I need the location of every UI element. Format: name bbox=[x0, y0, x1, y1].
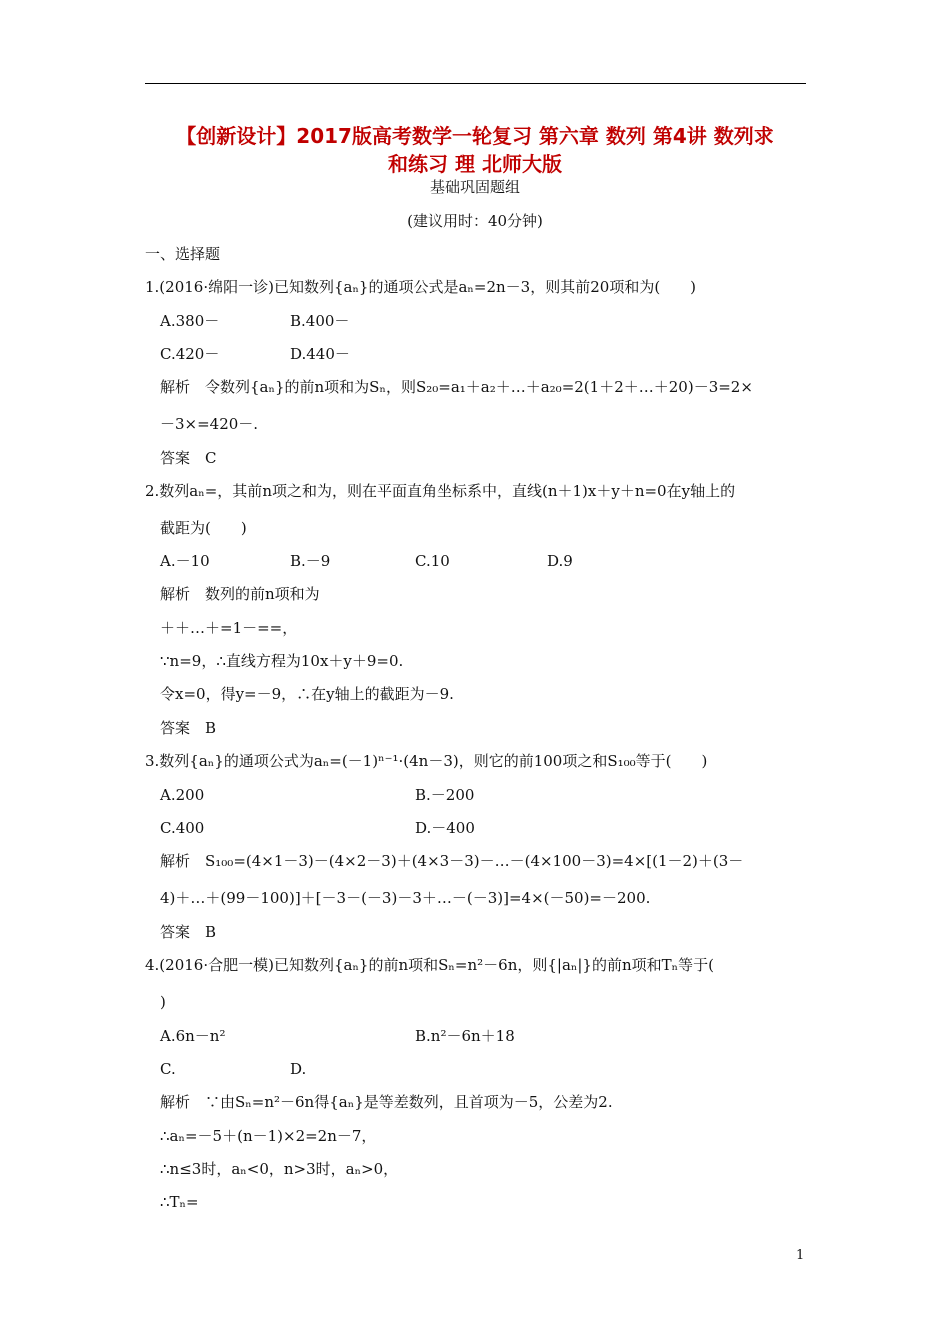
q1-stem: 1.(2016·绵阳一诊)已知数列{aₙ}的通项公式是aₙ=2n－3，则其前20项和为( ) bbox=[145, 278, 697, 296]
q1-answer: 答案 C bbox=[160, 449, 217, 467]
q1-solution-1: 解析 令数列{aₙ}的前n项和为Sₙ，则S₂₀=a₁＋a₂＋…＋a₂₀=2(1＋2＋…＋20)－3=2× bbox=[160, 378, 753, 396]
q1-option-a: A.380－ bbox=[160, 312, 220, 330]
q2-solution-4: 令x=0，得y=－9，∴在y轴上的截距为－9. bbox=[160, 685, 454, 703]
q3-option-d: D.－400 bbox=[415, 819, 475, 837]
q4-stem-2: ) bbox=[160, 993, 166, 1011]
q4-option-a: A.6n－n² bbox=[160, 1027, 226, 1045]
q3-solution-1: 解析 S₁₀₀=(4×1－3)－(4×2－3)＋(4×3－3)－…－(4×100－3)=4×[(1－2)＋(3－ bbox=[160, 852, 744, 870]
q3-option-b: B.－200 bbox=[415, 786, 475, 804]
q1-solution-2: －3×=420－. bbox=[160, 415, 259, 433]
q2-solution-2: ＋＋…＋=1－==， bbox=[160, 619, 298, 637]
q3-option-c: C.400 bbox=[160, 819, 205, 837]
q2-option-b: B.－9 bbox=[290, 552, 331, 570]
q4-solution-2: ∴aₙ=－5＋(n－1)×2=2n－7， bbox=[160, 1127, 377, 1145]
q4-solution-4: ∴Tₙ= bbox=[160, 1193, 199, 1211]
q2-stem-2: 截距为( ) bbox=[160, 519, 247, 537]
q4-solution-3: ∴n≤3时，aₙ<0，n>3时，aₙ>0， bbox=[160, 1160, 399, 1178]
section-heading: 一、选择题 bbox=[145, 245, 221, 263]
q2-answer: 答案 B bbox=[160, 719, 217, 737]
title-line-2: 和练习 理 北师大版 bbox=[388, 152, 562, 176]
title-line-1: 【创新设计】2017版高考数学一轮复习 第六章 数列 第4讲 数列求 bbox=[176, 124, 774, 148]
q4-option-d: D. bbox=[290, 1060, 307, 1078]
page-number: 1 bbox=[796, 1248, 805, 1263]
q2-solution-3: ∵n=9，∴直线方程为10x＋y＋9=0. bbox=[160, 652, 404, 670]
q2-option-d: D.9 bbox=[547, 552, 573, 570]
time-note: (建议用时：40分钟) bbox=[407, 212, 543, 230]
q3-answer: 答案 B bbox=[160, 923, 217, 941]
q2-option-a: A.－10 bbox=[160, 552, 210, 570]
q3-stem: 3.数列{aₙ}的通项公式为aₙ=(－1)ⁿ⁻¹·(4n－3)，则它的前100项之和S₁₀₀等于( ) bbox=[145, 752, 708, 770]
q4-option-c: C. bbox=[160, 1060, 176, 1078]
q2-solution-1: 解析 数列的前n项和为 bbox=[160, 585, 320, 603]
q3-solution-2: 4)＋…＋(99－100)]＋[－3－(－3)－3＋…－(－3)]=4×(－50)=－200. bbox=[160, 889, 651, 907]
q1-option-c: C.420－ bbox=[160, 345, 220, 363]
q1-option-d: D.440－ bbox=[290, 345, 350, 363]
q3-option-a: A.200 bbox=[160, 786, 205, 804]
q4-solution-1: 解析 ∵由Sₙ=n²－6n得{aₙ}是等差数列，且首项为－5，公差为2. bbox=[160, 1093, 613, 1111]
q2-stem-1: 2.数列aₙ=，其前n项之和为，则在平面直角坐标系中，直线(n＋1)x＋y＋n=0在y轴上的 bbox=[145, 482, 736, 500]
group-label: 基础巩固题组 bbox=[429, 178, 520, 196]
q2-option-c: C.10 bbox=[415, 552, 450, 570]
header-rule bbox=[145, 83, 806, 84]
q4-stem-1: 4.(2016·合肥一模)已知数列{aₙ}的前n项和Sₙ=n²－6n，则{|aₙ|}的前n项和Tₙ等于( bbox=[145, 956, 714, 974]
q1-option-b: B.400－ bbox=[290, 312, 350, 330]
q4-option-b: B.n²－6n＋18 bbox=[415, 1027, 515, 1045]
